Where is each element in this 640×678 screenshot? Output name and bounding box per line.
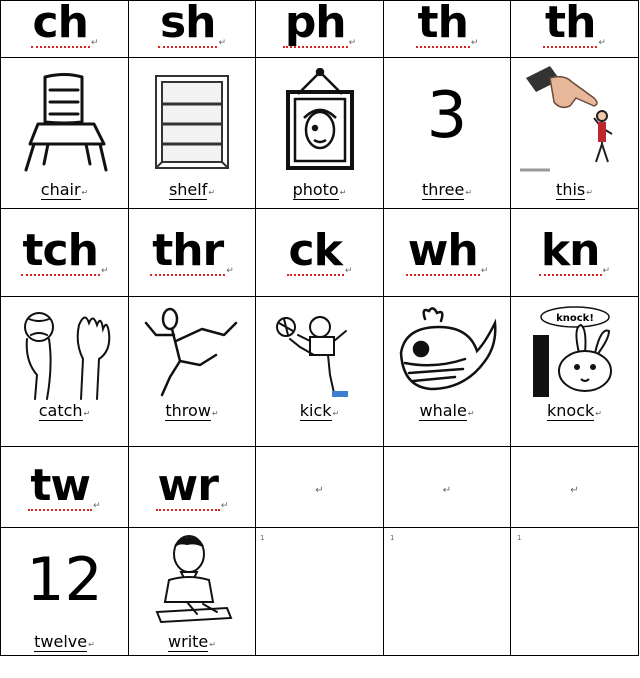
grapheme-label: wr (157, 459, 218, 511)
grapheme-cell-tw: tw ↵ (1, 447, 129, 528)
word-label: photo↵ (292, 180, 347, 199)
grapheme-cell-kn: kn ↵ (511, 209, 639, 297)
word-label: throw↵ (165, 401, 219, 420)
grapheme-label: ch (32, 0, 88, 48)
boy-writing-icon (129, 536, 255, 678)
word-label: catch↵ (38, 401, 91, 420)
grapheme-cell-ck: ck ↵ (256, 209, 384, 297)
number-twelve-icon: 12 (26, 545, 103, 615)
word-cell-shelf (129, 58, 256, 209)
empty-cell: ↵ (256, 447, 384, 528)
word-label: twelve↵ (34, 632, 95, 651)
word-label: write↵ (168, 632, 216, 651)
grapheme-label: th (545, 0, 596, 48)
word-label: kick↵ (299, 401, 340, 420)
catching-ball-icon (1, 305, 128, 447)
word-cell-chair (1, 58, 129, 209)
word-label: shelf↵ (168, 180, 216, 199)
whale-icon (384, 305, 510, 447)
grapheme-cell-wh: wh ↵ (384, 209, 511, 297)
word-cell-knock (511, 297, 639, 447)
word-label: this↵ (556, 180, 593, 199)
grapheme-label: ph (284, 0, 346, 48)
word-label: whale↵ (419, 401, 475, 420)
word-label: knock↵ (547, 401, 602, 420)
grapheme-label: tw (30, 459, 91, 511)
empty-cell: ↵ (511, 447, 639, 528)
grapheme-label: ck (288, 225, 342, 276)
grapheme-cell-ph: ph ↵ (256, 1, 384, 58)
word-cell-twelve (1, 528, 129, 656)
grapheme-label: wh (407, 225, 478, 276)
word-cell-this (511, 58, 639, 209)
word-cell-write (129, 528, 256, 656)
word-cell-photo (256, 58, 384, 209)
empty-cell: ↵ (384, 447, 511, 528)
grapheme-label: kn (540, 225, 600, 276)
number-three-icon: 3 (426, 79, 468, 153)
grapheme-cell-sh: sh ↵ (129, 1, 256, 58)
knocking-rabbit-icon (511, 305, 638, 447)
grapheme-cell-ch: ch ↵ (1, 1, 129, 58)
word-label: chair↵ (40, 180, 89, 199)
grapheme-cell-tch: tch ↵ (1, 209, 129, 297)
empty-cell: 1 (511, 528, 639, 656)
grapheme-cell-th: th ↵ (384, 1, 511, 58)
word-cell-whale (384, 297, 511, 447)
kicking-boy-icon (256, 305, 383, 447)
word-cell-throw (129, 297, 256, 447)
grapheme-label: thr (152, 225, 224, 276)
svg-text:knock!: knock! (555, 313, 594, 324)
grapheme-cell-thr: thr ↵ (129, 209, 256, 297)
grapheme-cell-wr: wr ↵ (129, 447, 256, 528)
word-cell-catch (1, 297, 129, 447)
stick-figure-throw-icon (129, 305, 255, 447)
word-cell-kick (256, 297, 384, 447)
grapheme-label: tch (22, 225, 98, 276)
empty-cell: 1 (256, 528, 384, 656)
empty-cell: 1 (384, 528, 511, 656)
grapheme-label: th (417, 0, 468, 48)
word-cell-three (384, 58, 511, 209)
word-label: three↵ (421, 180, 473, 199)
grapheme-label: sh (159, 0, 216, 48)
grapheme-cell-th-2: th ↵ (511, 1, 639, 58)
